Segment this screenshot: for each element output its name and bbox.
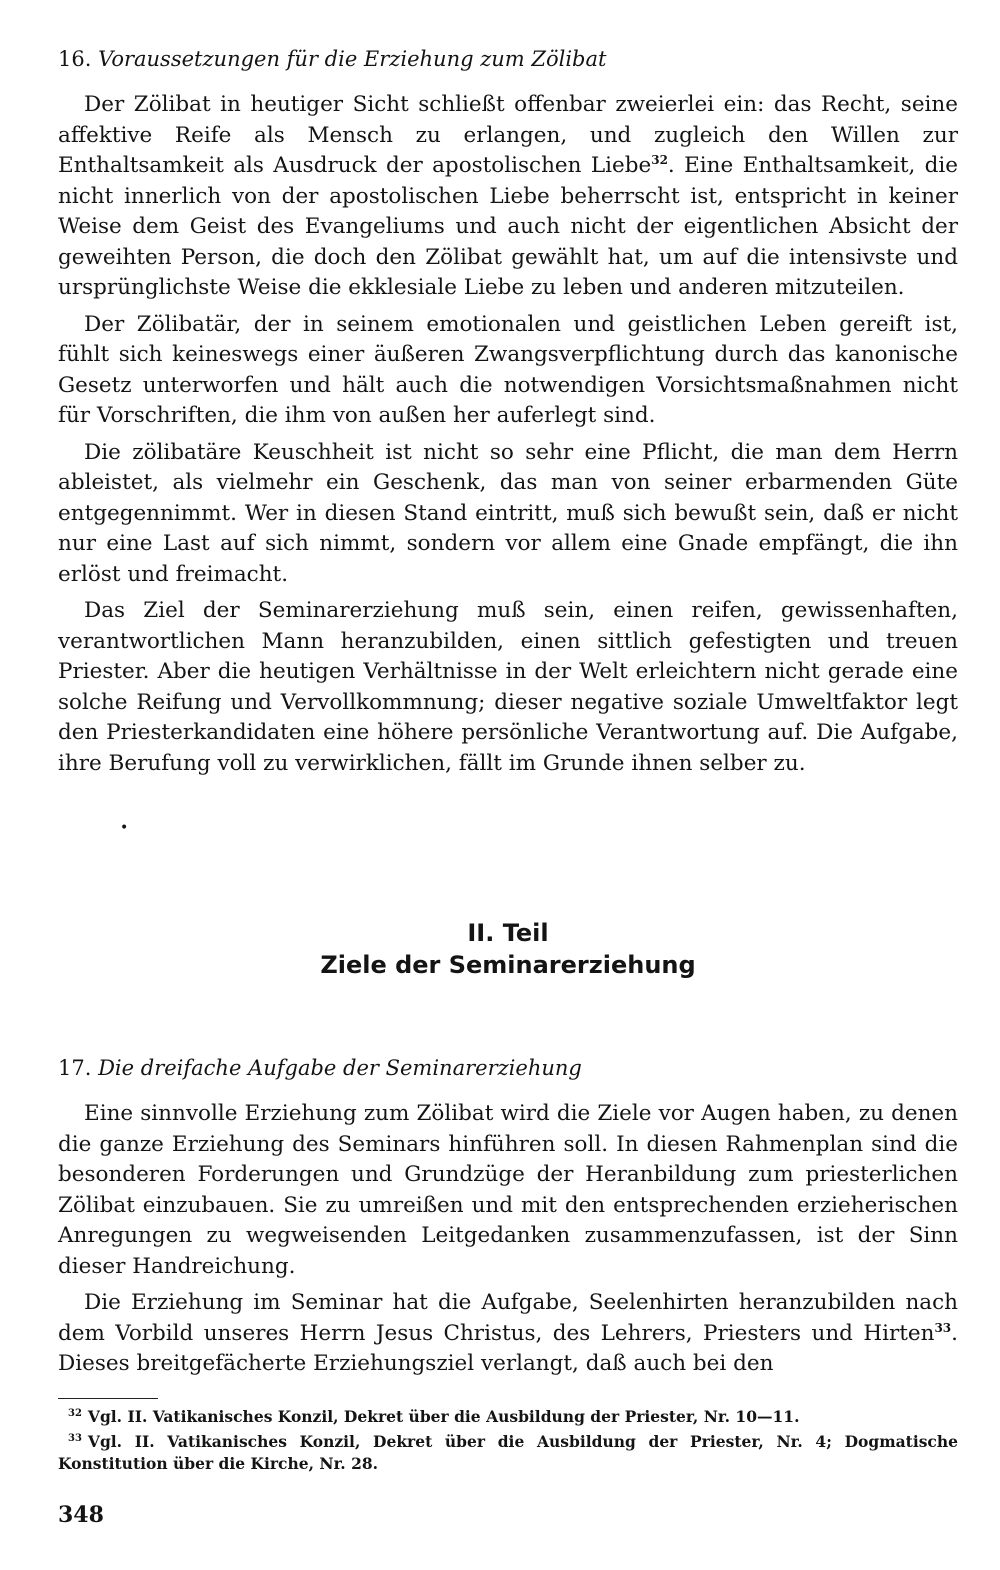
paragraph-text: . Dieses breitgefächerte Erziehungsziel verlangt, daß auch bei den [58,1320,958,1376]
bullet-mark: • [120,820,129,836]
footnote-32 [58,1403,958,1428]
section-16-paragraph-1 [58,90,958,304]
footnote-divider [58,1398,158,1399]
section-17-heading [58,1053,958,1083]
part-heading-block [58,917,958,981]
section-16-number: 16. [58,47,92,71]
section-16-heading [58,44,958,74]
section-16-paragraph-2: Der Zölibatär, der in seinem emotionalen und geistlichen Leben gereift ist, fühlt sich keineswegs einer äußeren Zwangsverpflichtung durch das kanonische Gesetz unterworfen und hält auch die notwendigen Vorsichtsmaßnahmen nicht für Vorschriften, die ihm von außen her auferlegt sind. [58,311,958,428]
section-17-paragraph-1: Eine sinnvolle Erziehung zum Zölibat wird die Ziele vor Augen haben, zu denen die ganze Erziehung des Seminars hinführen soll. In diesen Rahmenplan sind die besonderen Forderungen und Grundzüge der Heranbildung zum priesterlichen Zölibat einzubauen. Sie zu umreißen und mit den entsprechenden erzieherischen Anregungen zu wegweisenden Leitgedanken zusammenzufassen, ist der Sinn dieser Handreichung. [58,1101,958,1279]
part-title-heading: Ziele der Seminarerziehung [320,951,696,979]
section-17-number: 17. [58,1056,92,1080]
section-16-title: Voraussetzungen für die Erziehung zum Zölibat [98,47,607,71]
footnote-mark: 33 [68,1432,82,1444]
footnote-text: Vgl. II. Vatikanisches Konzil, Dekret über die Ausbildung der Priester, Nr. 4; Dogmatische Konstitution über die Kirche, Nr. 28. [58,1431,958,1473]
footnote-mark: 32 [68,1407,82,1419]
paragraph-text: . Eine Enthaltsamkeit, die nicht innerlich von der apostolischen Liebe beherrscht ist, entspricht in keiner Weise dem Geist des Evangeliums und auch nicht der eigentlichen Absicht der geweihten Person, die doch den Zölibat gewählt hat, um auf die intensivste und ursprünglichste Weise die ekklesiale Liebe zu leben und anderen mitzuteilen. [58,153,959,300]
footnote-ref-32: 32 [651,152,668,167]
paragraph-text: Die Erziehung im Seminar hat die Aufgabe, Seelenhirten heranzubilden nach dem Vorbild unseres Herrn Jesus Christus, des Lehrers, Priesters und Hirten [58,1290,958,1346]
part-number-heading: II. Teil [467,919,549,947]
section-17-title: Die dreifache Aufgabe der Seminarerziehung [98,1056,582,1080]
paragraph-text: Der Zölibat in heutiger Sicht schließt offenbar zweierlei ein: das Recht, seine affektive Reife als Mensch zu erlangen, und zugleich den Willen zur Enthaltsamkeit als Ausdruck der apostolischen Liebe [58,92,958,178]
section-16-paragraph-4: Das Ziel der Seminarerziehung muß sein, einen reifen, gewissenhaften, verantwortlichen Mann heranzubilden, einen sittlich gefestigten und treuen Priester. Aber die heutigen Verhältnisse in der Welt erleichtern nicht gerade eine solche Reifung und Vervollkommnung; dieser negative soziale Umweltfaktor legt den Priesterkandidaten eine höhere persönliche Verantwortung auf. Die Aufgabe, ihre Berufung voll zu verwirklichen, fällt im Grunde ihnen selber zu. [58,598,958,776]
footnote-text: Vgl. II. Vatikanisches Konzil, Dekret über die Ausbildung der Priester, Nr. 10—11. [87,1406,800,1426]
footnote-33 [58,1428,958,1475]
footnote-ref-33: 33 [934,1320,952,1335]
page-number: 348 [58,1502,104,1528]
section-17-paragraph-2 [58,1288,958,1380]
section-16-paragraph-3: Die zölibatäre Keuschheit ist nicht so sehr eine Pflicht, die man dem Herrn ableistet, als vielmehr ein Geschenk, das man von seiner erbarmenden Güte entgegennimmt. Wer in diesen Stand eintritt, muß sich bewußt sein, daß er nicht nur eine Last auf sich nimmt, sondern vor allem eine Gnade empfängt, die ihn erlöst und freimacht. [58,439,958,587]
book-page [58,44,958,1475]
